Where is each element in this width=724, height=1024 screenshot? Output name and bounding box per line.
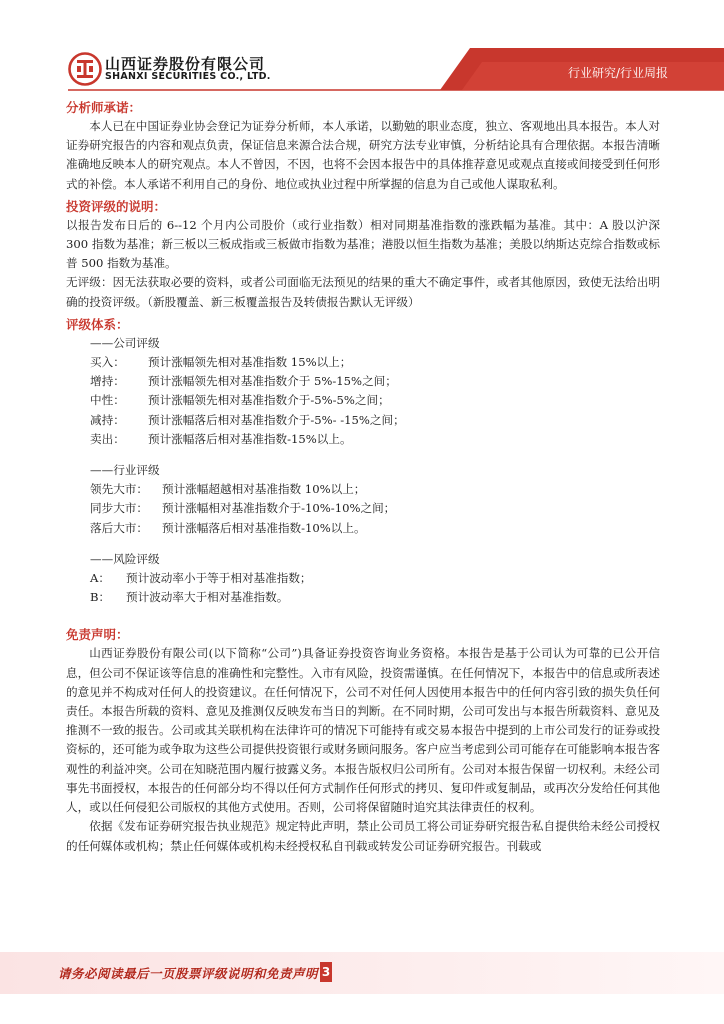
industry-rating-block xyxy=(90,461,660,538)
page-number: 3 xyxy=(320,962,332,982)
company-rating-heading: ——公司评级 xyxy=(90,335,160,350)
company-name-en: SHANXI SECURITIES CO., LTD. xyxy=(105,71,271,82)
page-header xyxy=(0,0,724,100)
rating-system-title: 评级体系： xyxy=(66,316,129,332)
rating-row: 卖出： 预计涨幅落后相对基准指数-15%以上。 xyxy=(90,431,352,446)
report-type-label: 行业研究/行业周报 xyxy=(567,66,668,80)
rating-row: B： 预计波动率大于相对基准指数。 xyxy=(90,590,289,605)
rating-explanation-text: 以报告发布日后的 6--12 个月内公司股价（或行业指数）相对同期基准指数的涨跌幅为基准。其中：A 股以沪深 300 指数为基准；新三板以三板成指或三板做市指数为基准；港股以恒生指数为基准；美股以纳斯达克综合指数或标普 500 指数为基准。 xyxy=(66,217,660,271)
footer-notice: 请务必阅读最后一页股票评级说明和免责声明 xyxy=(58,966,319,981)
company-name-cn: 山西证券股份有限公司 xyxy=(105,55,266,73)
shanxi-securities-logo-icon xyxy=(68,52,102,86)
rating-row: 增持： 预计涨幅领先相对基准指数介于 5%-15%之间； xyxy=(90,374,397,389)
industry-rating-heading: ——行业评级 xyxy=(90,463,160,478)
disclaimer-text-2: 依据《发布证券研究报告执业规范》规定特此声明，禁止公司员工将公司证券研究报告私自提供给未经公司授权的任何媒体或机构；禁止任何媒体或机构未经授权私自刊载或转发公司证券研究报告。刊载或 xyxy=(66,819,660,853)
rating-row: 中性： 预计涨幅领先相对基准指数介于-5%-5%之间； xyxy=(90,393,390,408)
rating-row: 减持： 预计涨幅落后相对基准指数介于-5%- -15%之间； xyxy=(90,412,405,427)
page-content xyxy=(66,98,660,856)
rating-row: 买入： 预计涨幅领先相对基准指数 15%以上； xyxy=(90,355,352,370)
rating-row: A： 预计波动率小于等于相对基准指数； xyxy=(90,571,312,586)
rating-row: 同步大市： 预计涨幅相对基准指数介于-10%-10%之间； xyxy=(90,501,396,516)
risk-rating-heading: ——风险评级 xyxy=(90,551,160,566)
analyst-commitment-text: 本人已在中国证券业协会登记为证券分析师，本人承诺，以勤勉的职业态度，独立、客观地出具本报告。本人对证券研究报告的内容和观点负责，保证信息来源合法合规，研究方法专业审慎，分析结论具有合理依据。本报告清晰准确地反映本人的研究观点。本人不曾因，不因，也将不会因本报告中的具体推荐意见或观点直接或间接受到任何形式的补偿。本人承诺不利用自己的身份、地位或执业过程中所掌握的信息为自己或他人谋取私利。 xyxy=(66,119,660,191)
disclaimer-text: 山西证券股份有限公司(以下简称“公司”)具备证券投资咨询业务资格。本报告是基于公司认为可靠的已公开信息，但公司不保证该等信息的准确性和完整性。入市有风险，投资需谨慎。在任何情况下，本报告中的信息或所表述的意见并不构成对任何人的投资建议。在任何情况下，公司不对任何人因使用本报告中的任何内容引致的损失负任何责任。本报告所载的资料、意见及推测仅反映发布当日的判断。在不同时期，公司可发出与本报告所载资料、意见及推测不一致的报告。公司或其关联机构在法律许可的情况下可能持有或交易本报告中提到的上市公司发行的证券或投资标的，还可能为或争取为这些公司提供投资银行或财务顾问服务。客户应当考虑到公司可能存在可能影响本报告客观性的利益冲突。公司在知晓范围内履行披露义务。本报告版权归公司所有。公司对本报告保留一切权利。未经公司事先书面授权，本报告的任何部分均不得以任何方式制作任何形式的拷贝、复印件或复制品，或再次分发给任何其他人，或以任何侵犯公司版权的其他方式使用。否则，公司将保留随时追究其法律责任的权利。 xyxy=(66,646,660,815)
risk-rating-block xyxy=(90,550,660,608)
rating-row: 落后大市： 预计涨幅落后相对基准指数-10%以上。 xyxy=(90,520,366,535)
no-rating-text: 无评级：因无法获取必要的资料，或者公司面临无法预见的结果的重大不确定事件，或者其他原因，致使无法给出明确的投资评级。（新股覆盖、新三板覆盖报告及转债报告默认无评级） xyxy=(66,275,660,309)
rating-row: 领先大市： 预计涨幅超越相对基准指数 10%以上； xyxy=(90,482,366,497)
company-rating-block xyxy=(90,334,660,449)
analyst-commitment-title: 分析师承诺： xyxy=(66,100,142,115)
disclaimer-title: 免责声明： xyxy=(66,627,129,643)
rating-explanation-title: 投资评级的说明： xyxy=(66,198,167,214)
header-band xyxy=(0,0,724,100)
page-footer xyxy=(0,952,724,994)
